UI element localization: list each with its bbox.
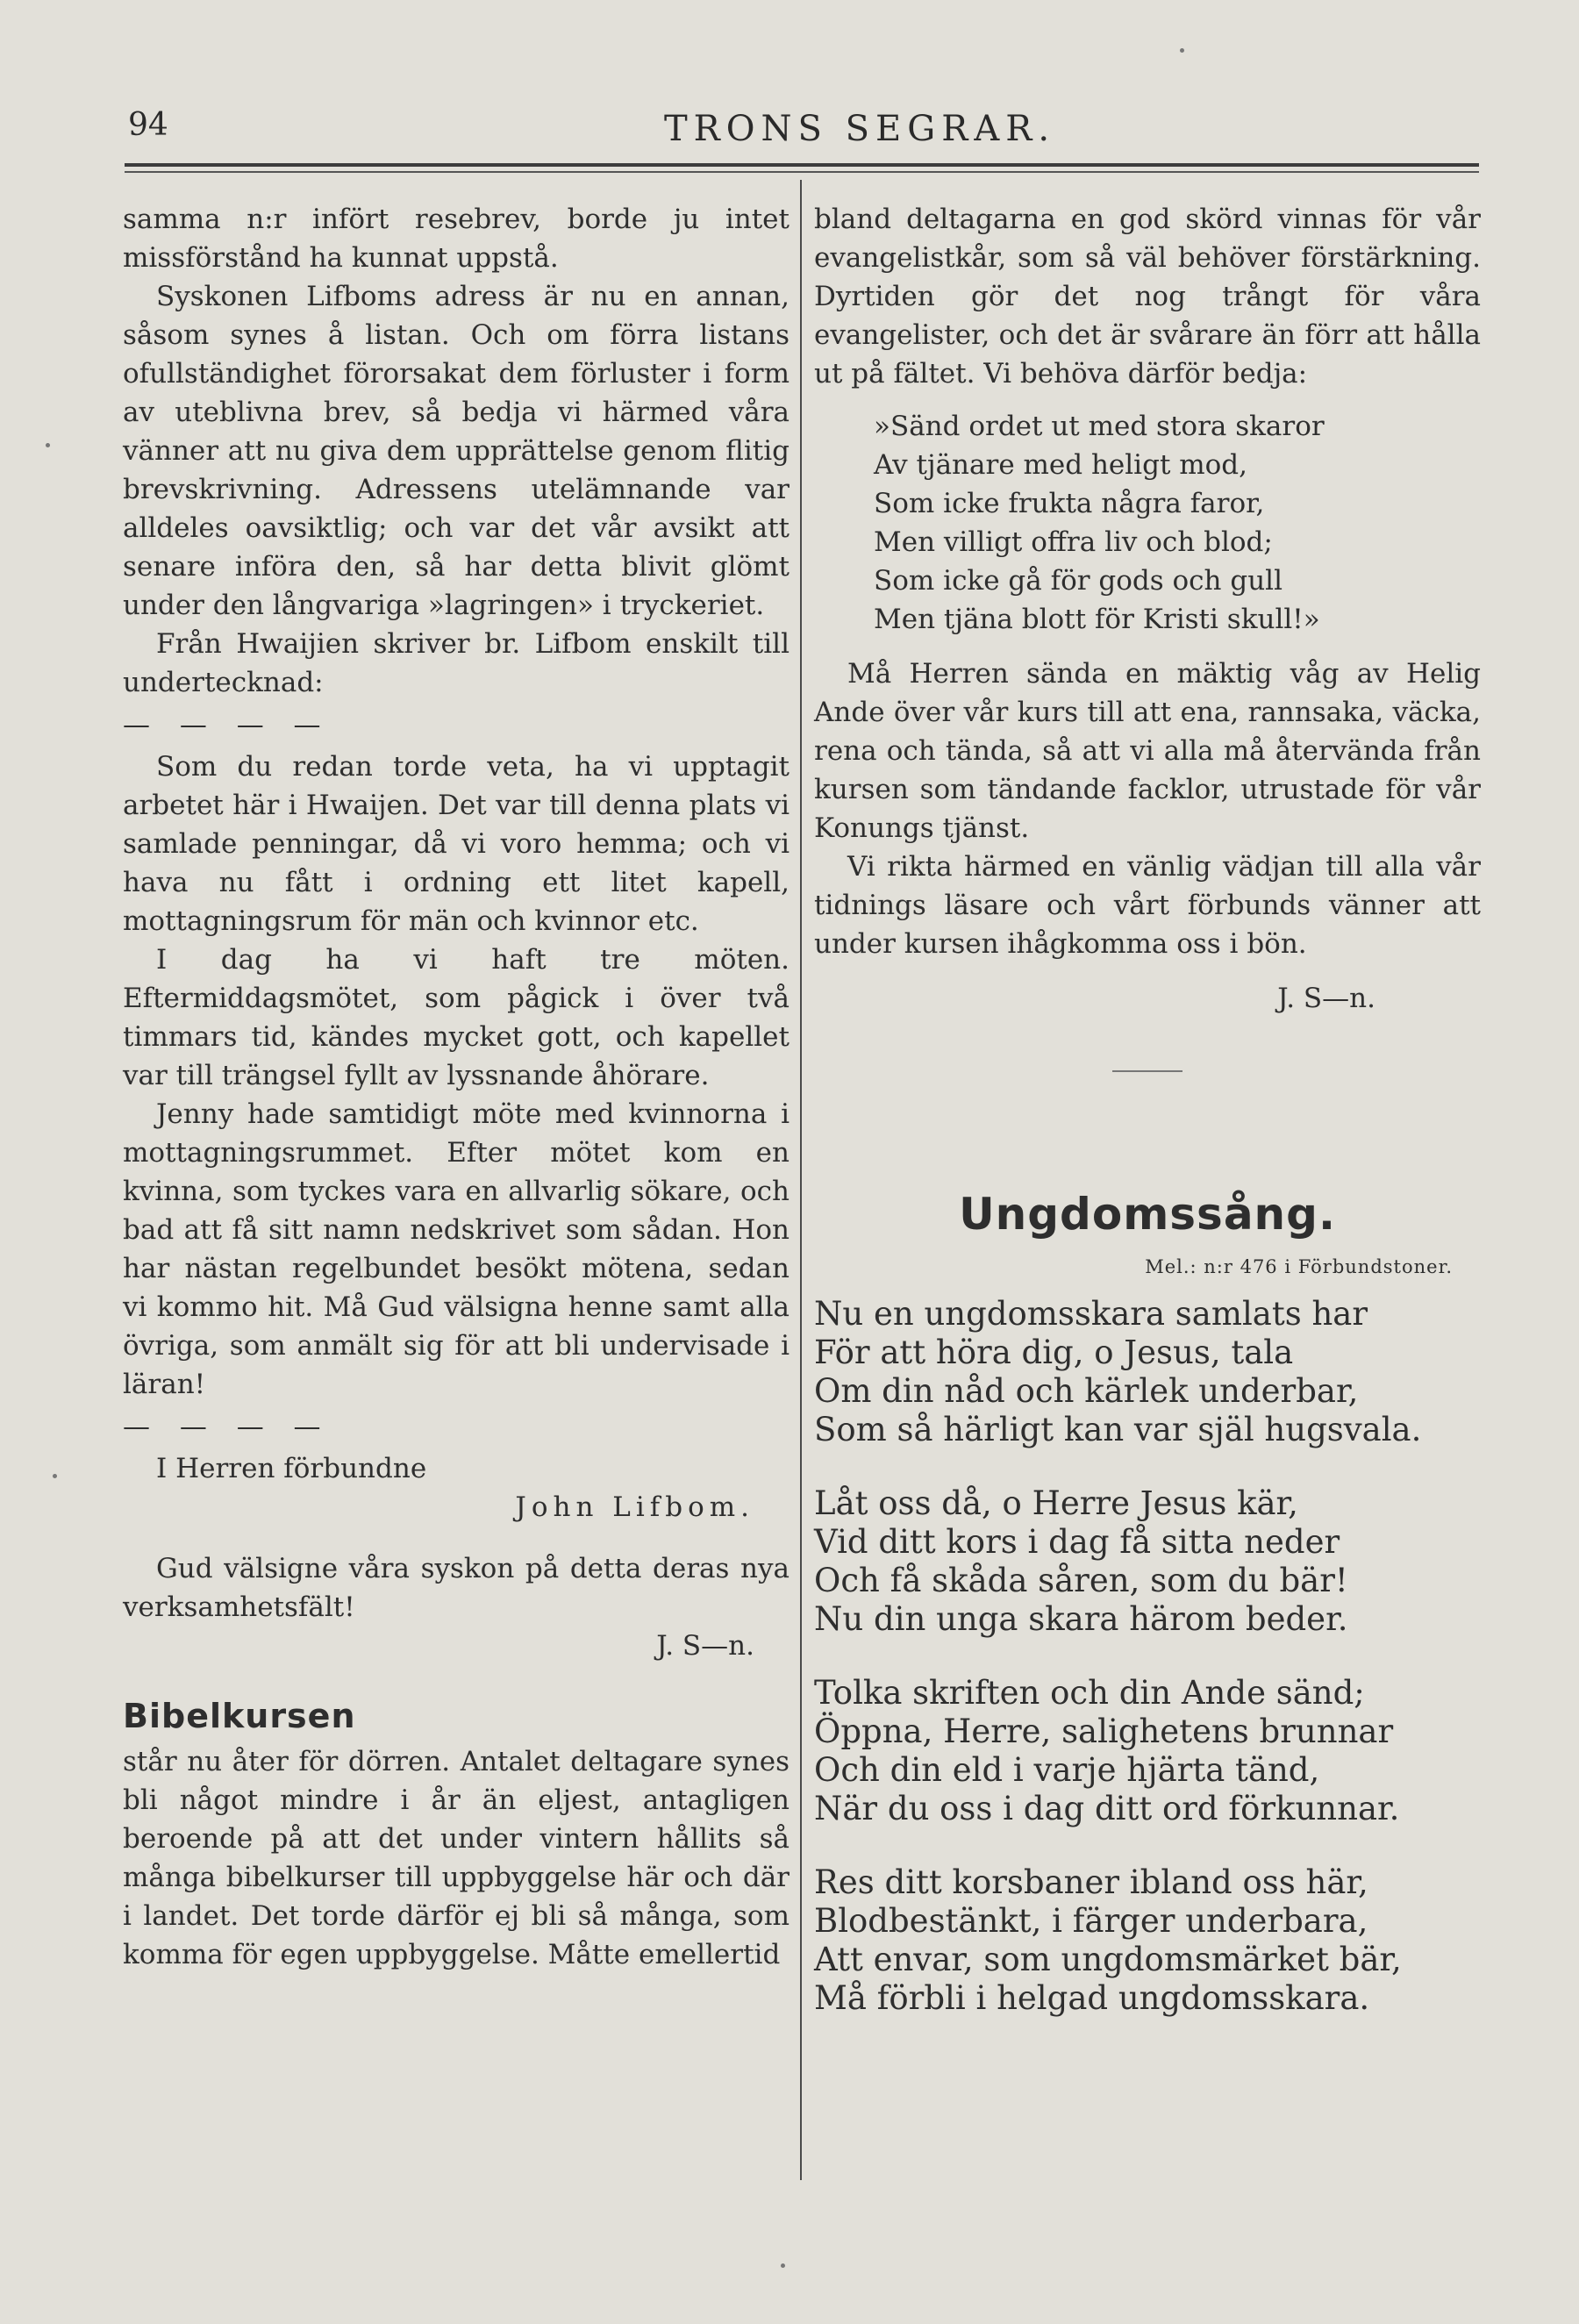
page-number: 94	[128, 107, 168, 143]
hymn-quote	[874, 407, 1481, 639]
paragraph: samma n:r infört resebrev, borde ju intet missförstånd ha kunnat uppstå.	[123, 204, 790, 274]
paragraph: Vi rikta härmed en vänlig vädjan till alla vår tidnings läsare och vårt förbunds vänner att under kursen ihågkomma oss i bön.	[814, 851, 1481, 960]
quote-line: Men tjäna blott för Kristi skull!»	[874, 604, 1320, 635]
section-dashes: — — — —	[123, 1411, 332, 1442]
verse-line: Nu en ungdomsskara samlats har	[814, 1295, 1368, 1333]
stanza	[814, 1674, 1481, 1828]
left-column	[123, 200, 790, 1974]
verse-line: Och få skåda såren, som du bär!	[814, 1562, 1348, 1599]
verse-line: Och din eld i varje hjärta tänd,	[814, 1751, 1320, 1789]
stanza	[814, 1484, 1481, 1639]
verse-line: Som så härligt kan var själ hugsvala.	[814, 1411, 1422, 1448]
verse-line: För att höra dig, o Jesus, tala	[814, 1334, 1294, 1371]
section-divider	[1112, 1070, 1182, 1072]
verse-line: Vid ditt kors i dag få sitta neder	[814, 1523, 1340, 1561]
signature-name: John Lifbom.	[515, 1491, 754, 1523]
song-melody: Mel.: n:r 476 i Förbundstoner.	[1145, 1256, 1453, 1277]
quote-line: Av tjänare med heligt mod,	[874, 449, 1248, 481]
verse-line: När du oss i dag ditt ord förkunnar.	[814, 1790, 1400, 1827]
paragraph: står nu åter för dörren. Antalet deltagare synes bli något mindre i år än eljest, antagligen beroende på att det under vintern hållits så många bibelkurser till uppbyggelse här och där i landet. Det torde därför ej bli så många, som komma för egen uppbyggelse. Måtte emellertid	[123, 1746, 790, 1970]
quote-line: Men villigt offra liv och blod;	[874, 526, 1273, 558]
paragraph: I dag ha vi haft tre möten. Eftermiddagsmötet, som pågick i över två timmars tid, kändes mycket gott, och kapellet var till trängsel fyllt av lyssnande åhörare.	[123, 944, 790, 1091]
paragraph: Må Herren sända en mäktig våg av Helig Ande över vår kurs till att ena, rannsaka, väcka, rena och tända, så att vi alla må återvända från kursen som tändande facklor, utrustade för vår Konungs tjänst.	[814, 658, 1481, 844]
running-title: TRONS SEGRAR.	[663, 109, 1056, 149]
paragraph: Syskonen Lifboms adress är nu en annan, såsom synes å listan. Och om förra listans ofullständighet förorsakat dem förluster i form av uteblivna brev, så bedja vi härmed våra vänner att nu giva dem upprättelse genom flitig brevskrivning. Adressens utelämnande var alldeles oavsiktlig; och var det vår avsikt att senare införa den, så har detta blivit glömt under den långvariga »lagringen» i tryckeriet.	[123, 281, 790, 621]
paragraph: Som du redan torde veta, ha vi upptagit arbetet här i Hwaijen. Det var till denna plats vi samlade penningar, då vi voro hemma; och vi hava nu fått i ordning ett litet kapell, mottagningsrum för män och kvinnor etc.	[123, 751, 790, 937]
print-speck	[53, 1474, 57, 1478]
print-speck	[781, 2263, 785, 2268]
quote-line: »Sänd ordet ut med stora skaror	[874, 411, 1325, 442]
verse-line: Öppna, Herre, salighetens brunnar	[814, 1713, 1394, 1750]
signature-initials: J. S—n.	[656, 1630, 754, 1662]
print-speck	[1180, 48, 1184, 53]
quote-line: Som icke frukta några faror,	[874, 488, 1265, 519]
header-rule-thick	[125, 163, 1479, 167]
verse-line: Tolka skriften och din Ande sänd;	[814, 1674, 1365, 1712]
verse-line: Blodbestänkt, i färger underbara,	[814, 1902, 1368, 1940]
letter-closing: I Herren förbundne	[156, 1453, 427, 1484]
verse-line: Nu din unga skara härom beder.	[814, 1600, 1348, 1638]
section-dashes: — — — —	[123, 709, 332, 740]
header-rule-thin	[125, 171, 1479, 173]
right-column	[814, 200, 1481, 2053]
verse-line: Låt oss då, o Herre Jesus kär,	[814, 1484, 1298, 1522]
verse-line: Res ditt korsbaner ibland oss här,	[814, 1863, 1368, 1901]
print-speck	[46, 443, 50, 447]
verse-line: Om din nåd och kärlek underbar,	[814, 1372, 1359, 1410]
song-title: Ungdomssång.	[959, 1189, 1336, 1240]
blessing: Gud välsigne våra syskon på detta deras nya verksamhetsfält!	[123, 1553, 790, 1623]
stanza	[814, 1295, 1481, 1449]
paragraph: Jenny hade samtidigt möte med kvinnorna i mottagningsrummet. Efter mötet kom en kvinna, som tyckes vara en allvarlig sökare, och bad att få sitt namn nedskrivet som sådan. Hon har nästan regelbundet besökt mötena, sedan vi kommo hit. Må Gud välsigna henne samt alla övriga, som anmält sig för att bli undervisade i läran!	[123, 1098, 790, 1400]
paragraph: Från Hwaijien skriver br. Lifbom enskilt till undertecknad:	[123, 628, 790, 698]
section-heading: Bibelkursen	[123, 1697, 356, 1735]
quote-line: Som icke gå för gods och gull	[874, 565, 1282, 597]
column-divider	[800, 180, 802, 2180]
verse-line: Att envar, som ungdomsmärket bär,	[814, 1941, 1402, 1978]
paragraph: bland deltagarna en god skörd vinnas för vår evangelistkår, som så väl behöver förstärkning. Dyrtiden gör det nog trångt för våra evangelister, och det är svårare än förr att hålla ut på fältet. Vi behöva därför bedja:	[814, 204, 1481, 390]
verse-line: Må förbli i helgad ungdomsskara.	[814, 1979, 1370, 2017]
stanza	[814, 1863, 1481, 2018]
signature-initials: J. S—n.	[1277, 983, 1375, 1014]
